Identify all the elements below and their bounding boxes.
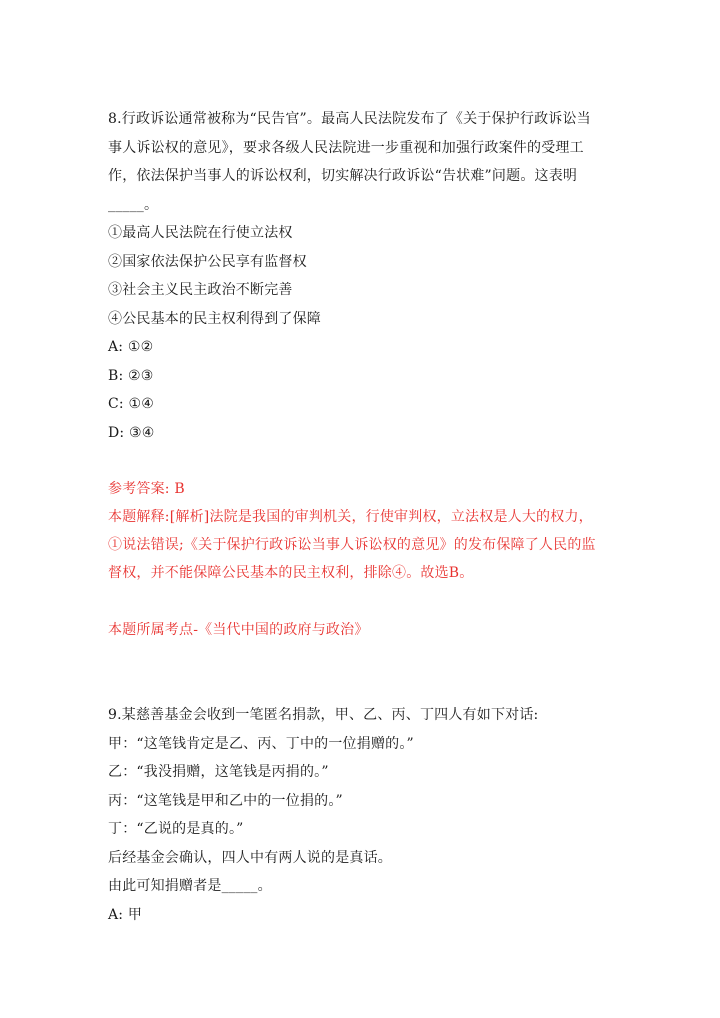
q8-option-d: D: ③④ — [108, 425, 155, 441]
q8-stem-line-2: 事人诉讼权的意见》，要求各级人民法院进一步重视和加强行政案件的受理工 — [108, 140, 584, 156]
q8-answer: 参考答案: B — [108, 481, 185, 497]
q9-line-6: 后经基金会确认，四人中有两人说的是真话。 — [108, 850, 392, 866]
q9-option-a: A: 甲 — [108, 907, 143, 923]
q9-line-1: 9.某慈善基金会收到一笔匿名捐款，甲、乙、丙、丁四人有如下对话: — [108, 707, 539, 723]
q8-topic: 本题所属考点-《当代中国的政府与政治》 — [108, 622, 369, 638]
q8-statement-2: ②国家依法保护公民享有监督权 — [108, 254, 307, 270]
q9-line-7: 由此可知捐赠者是_____。 — [108, 878, 272, 894]
q8-explanation-line-3: 督权，并不能保障公民基本的民主权利，排除④。故选B。 — [108, 565, 474, 581]
q8-statement-4: ④公民基本的民主权利得到了保障 — [108, 311, 321, 327]
q8-stem-line-4: _____。 — [108, 197, 159, 213]
q8-stem-line-1: 8.行政诉讼通常被称为“民告官”。最高人民法院发布了《关于保护行政诉讼当 — [108, 111, 591, 127]
q8-option-c: C: ①④ — [108, 396, 154, 412]
q9-line-5: 丁：“乙说的是真的。” — [108, 821, 244, 837]
q8-explanation-line-2: ①说法错误;《关于保护行政诉讼当事人诉讼权的意见》的发布保障了人民的监 — [108, 537, 596, 553]
q9-line-4: 丙：“这笔钱是甲和乙中的一位捐的。” — [108, 793, 343, 809]
q8-option-b: B: ②③ — [108, 368, 154, 384]
q8-statement-1: ①最高人民法院在行使立法权 — [108, 225, 293, 241]
q8-statement-3: ③社会主义民主政治不断完善 — [108, 282, 293, 298]
q9-line-3: 乙：“我没捐赠，这笔钱是丙捐的。” — [108, 764, 329, 780]
q8-stem-line-3: 作，依法保护当事人的诉讼权利，切实解决行政诉讼“告状难”问题。这表明 — [108, 168, 578, 184]
q8-explanation-line-1: 本题解释:[解析]法院是我国的审判机关，行使审判权，立法权是人大的权力， — [108, 509, 593, 525]
q8-option-a: A: ①② — [108, 339, 154, 355]
q9-line-2: 甲：“这笔钱肯定是乙、丙、丁中的一位捐赠的。” — [108, 736, 414, 752]
